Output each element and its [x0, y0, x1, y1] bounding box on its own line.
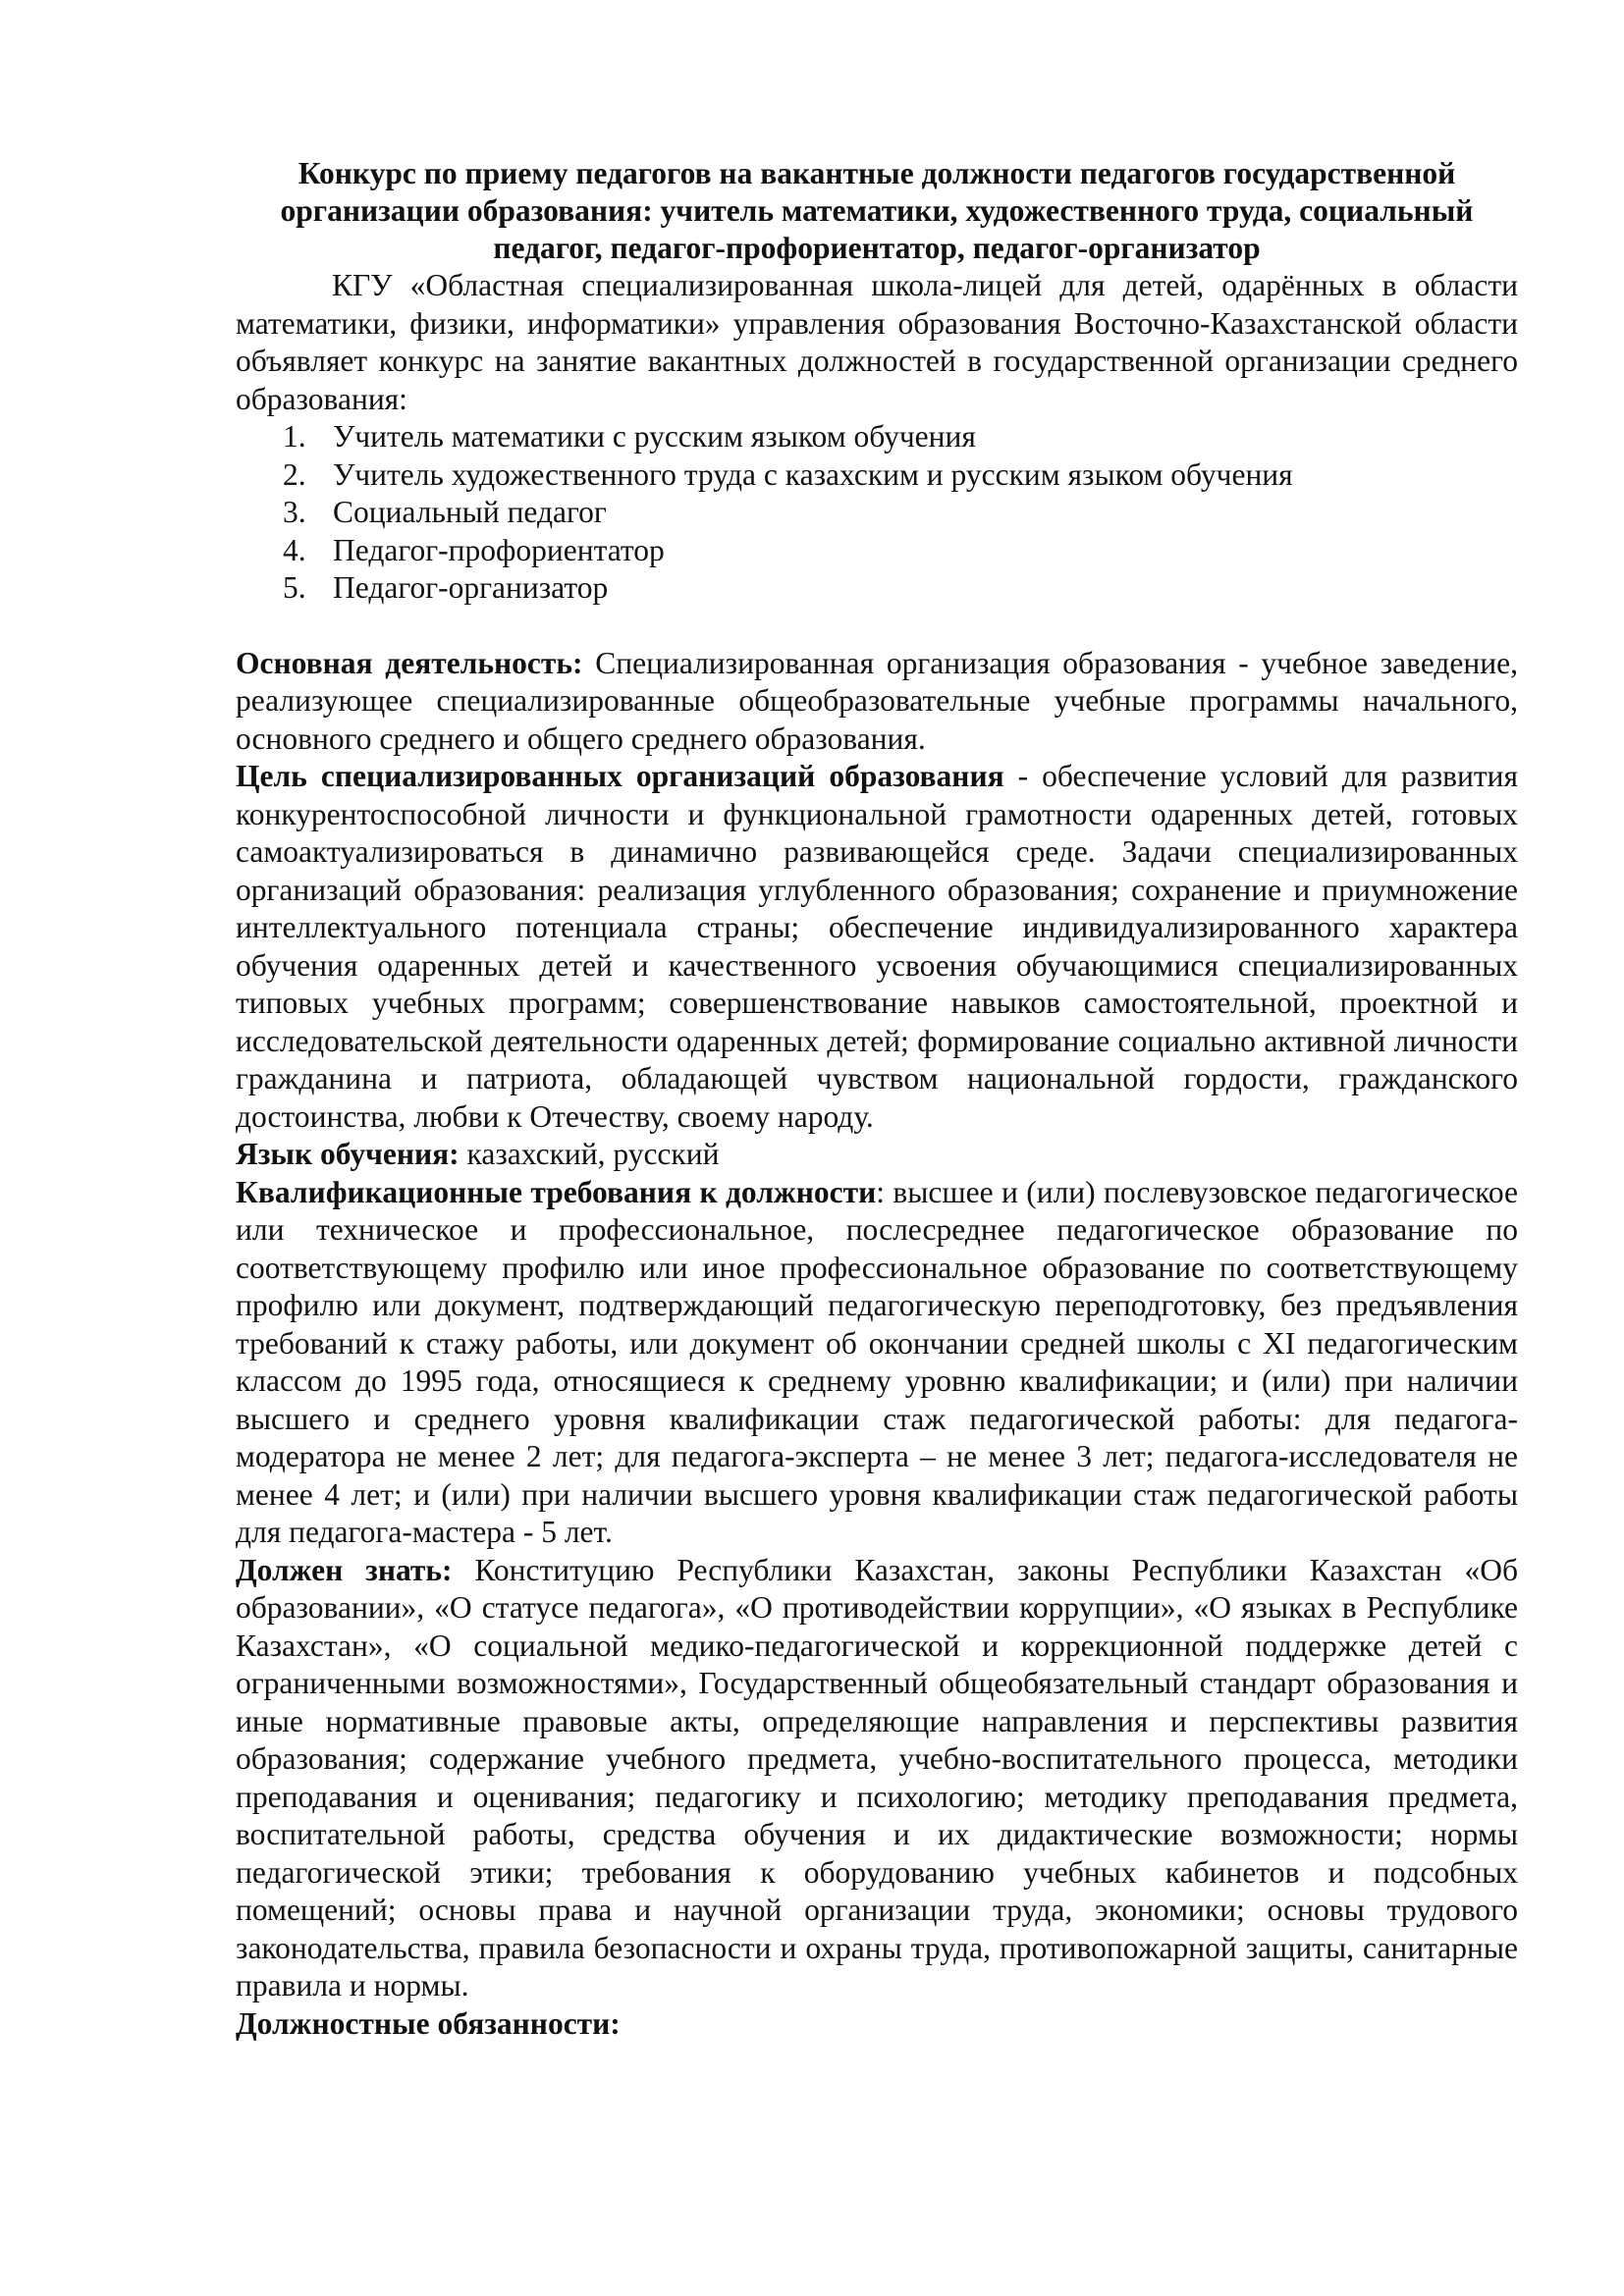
must-know-label: Должен знать: [236, 1552, 453, 1587]
duties-label: Должностные обязанности: [236, 2005, 621, 2041]
must-know-paragraph [236, 1552, 1518, 2005]
language-text: казахский, русский [459, 1137, 720, 1171]
title-line-2: организации образования: учитель математики, художественного труда, социальный [280, 193, 1474, 228]
qualification-text: : высшее и (или) послевузовское педагогическое или техническое и профессиональное, послесреднее педагогическое образование по соответствующему профилю или иное профессиональное образование по соответствующему профилю или документ, подтверждающий педагогическую переподготовку, без предъявления требований к стажу работы, или документ об окончании средней школы с XI педагогическим классом до 1995 года, относящиеся к среднему уровню квалификации; и (или) при наличии высшего и среднего уровня квалификации стаж педагогической работы: для педагога-модератора не менее 2 лет; для педагога-эксперта – не менее 3 лет; педагога-исследователя не менее 4 лет; и (или) при наличии высшего уровня квалификации стаж педагогической работы для педагога-мастера - 5 лет. [236, 1174, 1518, 1549]
document-page [236, 155, 1518, 2043]
language-label: Язык обучения: [236, 1137, 460, 1171]
language-paragraph [236, 1136, 1518, 1174]
goal-paragraph [236, 758, 1518, 1136]
duties-paragraph [236, 2005, 1518, 2044]
title-line-1: Конкурс по приему педагогов на вакантные должности педагогов государственной [298, 156, 1456, 190]
positions-list [236, 418, 1518, 608]
title-line-3: педагог, педагог-профориентатор, педагог-организатор [493, 231, 1261, 265]
qualification-paragraph [236, 1174, 1518, 1552]
list-item: 5. Педагог-организатор [283, 570, 609, 605]
document-title [244, 155, 1510, 267]
list-item: 4. Педагог-профориентатор [283, 532, 665, 567]
list-item: 1. Учитель математики с русским языком обучения [283, 419, 976, 454]
list-item: 3. Социальный педагог [283, 495, 607, 529]
goal-label: Цель специализированных организаций образования [236, 759, 1004, 793]
main-activity-text: Специализированная организация образования - учебное заведение, реализующее специализированные общеобразовательные учебные программы начального, основного среднего и общего среднего образования. [236, 645, 1518, 756]
blank-line [236, 608, 1518, 645]
main-activity-label: Основная деятельность: [236, 645, 583, 680]
intro-paragraph: КГУ «Областная специализированная школа-лицей для детей, одарённых в области математики, физики, информатики» управления образования Восточно-Казахстанской области объявляет конкурс на занятие вакантных должностей в государственной организации среднего образования: [236, 268, 1518, 416]
goal-text: - обеспечение условий для развития конкурентоспособной личности и функциональной грамотности одаренных детей, готовых самоактуализироваться в динамично развивающейся среде. Задачи специализированных организаций образования: реализация углубленного образования; сохранение и приумножение интеллектуального потенциала страны; обеспечение индивидуализированного характера обучения одаренных детей и качественного усвоения обучающимися специализированных типовых учебных программ; совершенствование навыков самостоятельной, проектной и исследовательской деятельности одаренных детей; формирование социально активной личности гражданина и патриота, обладающей чувством национальной гордости, гражданского достоинства, любви к Отечеству, своему народу. [236, 759, 1518, 1134]
qualification-label: Квалификационные требования к должности [236, 1174, 877, 1209]
main-activity-paragraph [236, 645, 1518, 759]
must-know-text: Конституцию Республики Казахстан, законы Республики Казахстан «Об образовании», «О статусе педагога», «О противодействии коррупции», «О языках в Республике Казахстан», «О социальной медико-педагогической и коррекционной поддержке детей с ограниченными возможностями», Государственный общеобязательный стандарт образования и иные нормативные правовые акты, определяющие направления и перспективы развития образования; содержание учебного предмета, учебно-воспитательного процесса, методики преподавания и оценивания; педагогику и психологию; методику преподавания предмета, воспитательной работы, средства обучения и их дидактические возможности; нормы педагогической этики; требования к оборудованию учебных кабинетов и подсобных помещений; основы права и научной организации труда, экономики; основы трудового законодательства, правила безопасности и охраны труда, противопожарной защиты, санитарные правила и нормы. [236, 1552, 1518, 2002]
list-item: 2. Учитель художественного труда с казахским и русским языком обучения [283, 456, 1293, 492]
